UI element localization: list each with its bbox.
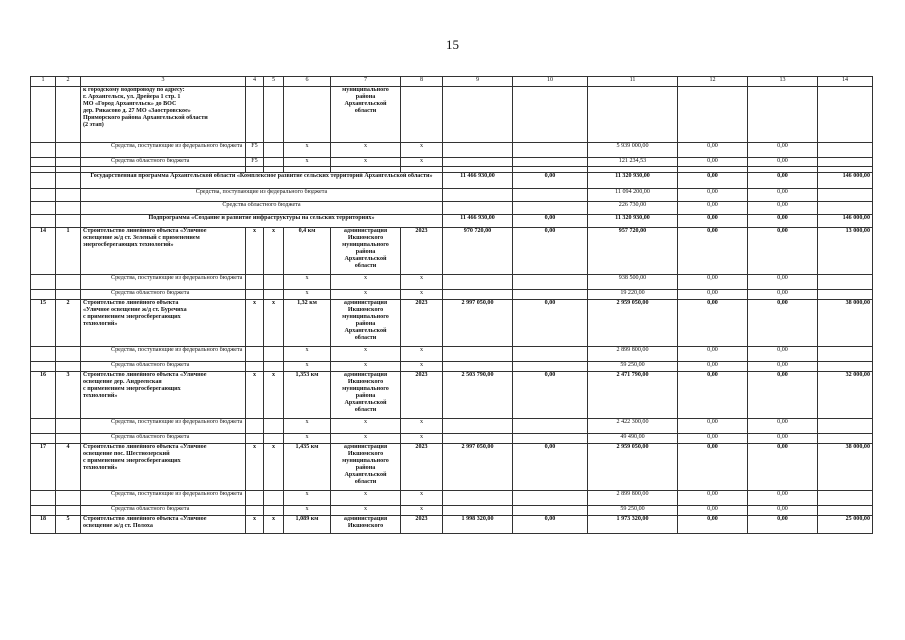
cell: x [331,491,401,506]
cell: x [284,347,331,362]
cell: 0,00 [748,189,818,202]
budget-table [30,76,873,534]
cell: 0,00 [748,491,818,506]
table-row [31,275,873,290]
cell: 0,00 [678,158,748,167]
cell: 0,00 [748,444,818,491]
table-row [31,143,873,158]
cell: 970 720,00 [443,228,513,275]
header-cell: 13 [748,77,818,87]
cell: 146 000,00 [818,173,873,189]
funding-label: Средства, поступающие из федерального бюджета [81,275,246,290]
row-index: 5 [56,516,81,534]
cell: x [401,290,443,300]
table-row [31,158,873,167]
cell: 0,00 [513,300,588,347]
cell: 0,00 [748,173,818,189]
cell: 0,00 [678,362,748,372]
cell: x [264,372,284,419]
year-cell: 2023 [401,444,443,491]
capacity-cell: 0,4 км [284,228,331,275]
cell: F5 [246,158,264,167]
header-cell: 9 [443,77,513,87]
cell: 0,00 [748,372,818,419]
cell: 0,00 [748,300,818,347]
cell: x [284,143,331,158]
cell: 0,00 [748,202,818,215]
project-row [31,372,873,419]
year-cell: 2023 [401,372,443,419]
header-row [31,77,873,87]
cell: x [284,290,331,300]
cell: 5 939 000,00 [588,143,678,158]
funding-label: Средства областного бюджета [81,362,246,372]
cell: 938 500,00 [588,275,678,290]
subprogram-title: Подпрограмма «Создание и развитие инфраструктуры на сельских территориях» [81,215,443,228]
cell: 0,00 [748,275,818,290]
cell: x [401,362,443,372]
cell: 38 000,00 [818,444,873,491]
project-row [31,300,873,347]
cell: 0,00 [678,173,748,189]
organization-cell: администрация Икшомского муниципального района Архангельской области [331,444,401,491]
cell: x [401,434,443,444]
row-index: 4 [56,444,81,491]
cell: x [246,516,264,534]
cell: 59 250,00 [588,506,678,516]
cell: x [401,143,443,158]
row-number: 15 [31,300,56,347]
cell: x [284,158,331,167]
cell: 0,00 [748,290,818,300]
cell: x [331,158,401,167]
cell: 0,00 [678,143,748,158]
row-index: 1 [56,228,81,275]
header-cell: 11 [588,77,678,87]
row-number: 18 [31,516,56,534]
cell: 19 220,00 [588,290,678,300]
organization-cell: администрация Икшомского муниципального района Архангельской области [331,228,401,275]
capacity-cell: 1,353 км [284,372,331,419]
cell: 0,00 [678,419,748,434]
cell: 11 466 930,00 [443,173,513,189]
cell: 0,00 [678,215,748,228]
cell: x [284,419,331,434]
table-row [31,506,873,516]
capacity-cell: 1,32 км [284,300,331,347]
cell: 0,00 [678,347,748,362]
funding-label: Средства, поступающие из федерального бюджета [81,189,443,202]
header-cell: 6 [284,77,331,87]
cell: 0,00 [748,143,818,158]
row-index: 2 [56,300,81,347]
table-row [31,491,873,506]
cell: x [331,419,401,434]
cell: x [331,506,401,516]
table-row [31,362,873,372]
cell: x [264,444,284,491]
cell: x [401,347,443,362]
cell: x [401,491,443,506]
cell: 0,00 [748,434,818,444]
header-cell: 2 [56,77,81,87]
cell: x [401,506,443,516]
object-name-cell: Строительство линейного объекта «Уличное освещение пос. Шестиозерский с применением энергосберегающих технологий» [81,444,246,491]
cell: 2 422 300,00 [588,419,678,434]
project-row [31,516,873,534]
cell: 1 973 320,00 [588,516,678,534]
cell: x [264,516,284,534]
cell: 0,00 [678,516,748,534]
organization-cell: администрация Икшомского муниципального района Архангельской области [331,372,401,419]
table-row [31,189,873,202]
object-name-cell: Строительство линейного объекта «Уличное освещение ж/д ст. Полоха [81,516,246,534]
cell: x [331,434,401,444]
cell: 0,00 [678,491,748,506]
table-row [31,434,873,444]
funding-label: Средства областного бюджета [81,434,246,444]
cell: x [284,506,331,516]
table-row [31,419,873,434]
header-cell: 12 [678,77,748,87]
cell: x [331,347,401,362]
cell: 0,00 [678,189,748,202]
funding-label: Средства, поступающие из федерального бюджета [81,143,246,158]
cell: 0,00 [748,419,818,434]
organization-cell: администрация Икшомского муниципального района Архангельской области [331,300,401,347]
cell: 0,00 [513,444,588,491]
cell: 49 490,00 [588,434,678,444]
cell: 11 320 930,00 [588,215,678,228]
funding-label: Средства областного бюджета [81,202,443,215]
cell: 0,00 [678,444,748,491]
cell: x [401,275,443,290]
cell: x [284,434,331,444]
cell: 32 000,00 [818,372,873,419]
cell: x [284,491,331,506]
cell: 0,00 [513,228,588,275]
cell: x [246,444,264,491]
page-number: 15 [446,37,459,52]
funding-label: Средства, поступающие из федерального бюджета [81,419,246,434]
cell: 11 466 930,00 [443,215,513,228]
cell: 2 471 790,00 [588,372,678,419]
capacity-cell: 1,089 км [284,516,331,534]
cell: 0,00 [748,158,818,167]
cell: 11 094 200,00 [588,189,678,202]
header-cell: 1 [31,77,56,87]
project-row [31,228,873,275]
cell: 0,00 [513,173,588,189]
cell: 0,00 [513,215,588,228]
cell: 38 000,00 [818,300,873,347]
cell: x [331,275,401,290]
subprogram-row [31,215,873,228]
funding-label: Средства областного бюджета [81,506,246,516]
cell: 11 320 930,00 [588,173,678,189]
row-number: 14 [31,228,56,275]
cell: 1 998 320,00 [443,516,513,534]
cell: x [246,372,264,419]
cell: 0,00 [513,516,588,534]
project-row [31,444,873,491]
object-name-cell: Строительство линейного объекта «Уличное освещение ж/д ст. Буречиха с применением энергосберегающих технологий» [81,300,246,347]
header-cell: 10 [513,77,588,87]
year-cell: 2023 [401,300,443,347]
cell: 2 503 790,00 [443,372,513,419]
organization-cell: муниципального района Архангельской области [331,87,401,143]
cell: 2 899 800,00 [588,347,678,362]
cell: x [264,228,284,275]
cell: F5 [246,143,264,158]
cell: 0,00 [678,300,748,347]
header-cell: 4 [246,77,264,87]
cell: 121 234,53 [588,158,678,167]
cell: 0,00 [748,228,818,275]
cell: 0,00 [678,506,748,516]
object-name-cell: к городскому водопроводу по адресу: г. Архангельск, ул. Дрейера 1 стр. 1 МО «Город Архангельск» до ВОС дер. Рикасово д. 27 МО «Заостровское» Приморского района Архангельской области (2 этап) [81,87,246,143]
program-title: Государственная программа Архангельской области «Комплексное развитие сельских территорий Архангельской области» [81,173,443,189]
funding-label: Средства, поступающие из федерального бюджета [81,347,246,362]
cell: 25 000,00 [818,516,873,534]
cell: x [331,143,401,158]
cell: 2 899 800,00 [588,491,678,506]
year-cell: 2023 [401,228,443,275]
cell: 0,00 [748,347,818,362]
cell: 0,00 [748,506,818,516]
header-cell: 5 [264,77,284,87]
cell: 146 000,00 [818,215,873,228]
cell: 0,00 [678,275,748,290]
row-number: 16 [31,372,56,419]
object-name-cell: Строительство линейного объекта «Уличное освещение ж/д ст. Зеленый с применением энергосберегающих технологий» [81,228,246,275]
cell: x [284,275,331,290]
cell: 59 250,00 [588,362,678,372]
cell: 0,00 [678,434,748,444]
program-row [31,173,873,189]
table-row [31,202,873,215]
cell: 0,00 [748,516,818,534]
row-index: 3 [56,372,81,419]
cell: x [401,158,443,167]
cell: x [331,290,401,300]
cell: 2 997 050,00 [443,444,513,491]
cell: x [284,362,331,372]
row-number: 17 [31,444,56,491]
cell: x [331,362,401,372]
capacity-cell: 1,435 км [284,444,331,491]
object-name-cell: Строительство линейного объекта «Уличное освещение дер. Андреевская с применением энергосберегающих технологий» [81,372,246,419]
funding-label: Средства областного бюджета [81,158,246,167]
cell: 0,00 [678,228,748,275]
header-cell: 3 [81,77,246,87]
funding-label: Средства областного бюджета [81,290,246,300]
table-row [31,290,873,300]
funding-label: Средства, поступающие из федерального бюджета [81,491,246,506]
cell: x [401,419,443,434]
header-cell: 14 [818,77,873,87]
cell: 226 730,00 [588,202,678,215]
cell: 0,00 [748,362,818,372]
cell: 957 720,00 [588,228,678,275]
cell: 0,00 [748,215,818,228]
header-cell: 8 [401,77,443,87]
cell: x [264,300,284,347]
year-cell: 2023 [401,516,443,534]
cell: 0,00 [678,202,748,215]
table-row [31,347,873,362]
cell: 0,00 [678,290,748,300]
cell: 2 959 050,00 [588,444,678,491]
cell: 13 000,00 [818,228,873,275]
cell: x [246,300,264,347]
cell: 2 959 050,00 [588,300,678,347]
cell: x [246,228,264,275]
cell: 0,00 [513,372,588,419]
header-cell: 7 [331,77,401,87]
cell: 0,00 [678,372,748,419]
table-row [31,87,873,143]
cell: 2 997 050,00 [443,300,513,347]
organization-cell: администрация Икшомского [331,516,401,534]
